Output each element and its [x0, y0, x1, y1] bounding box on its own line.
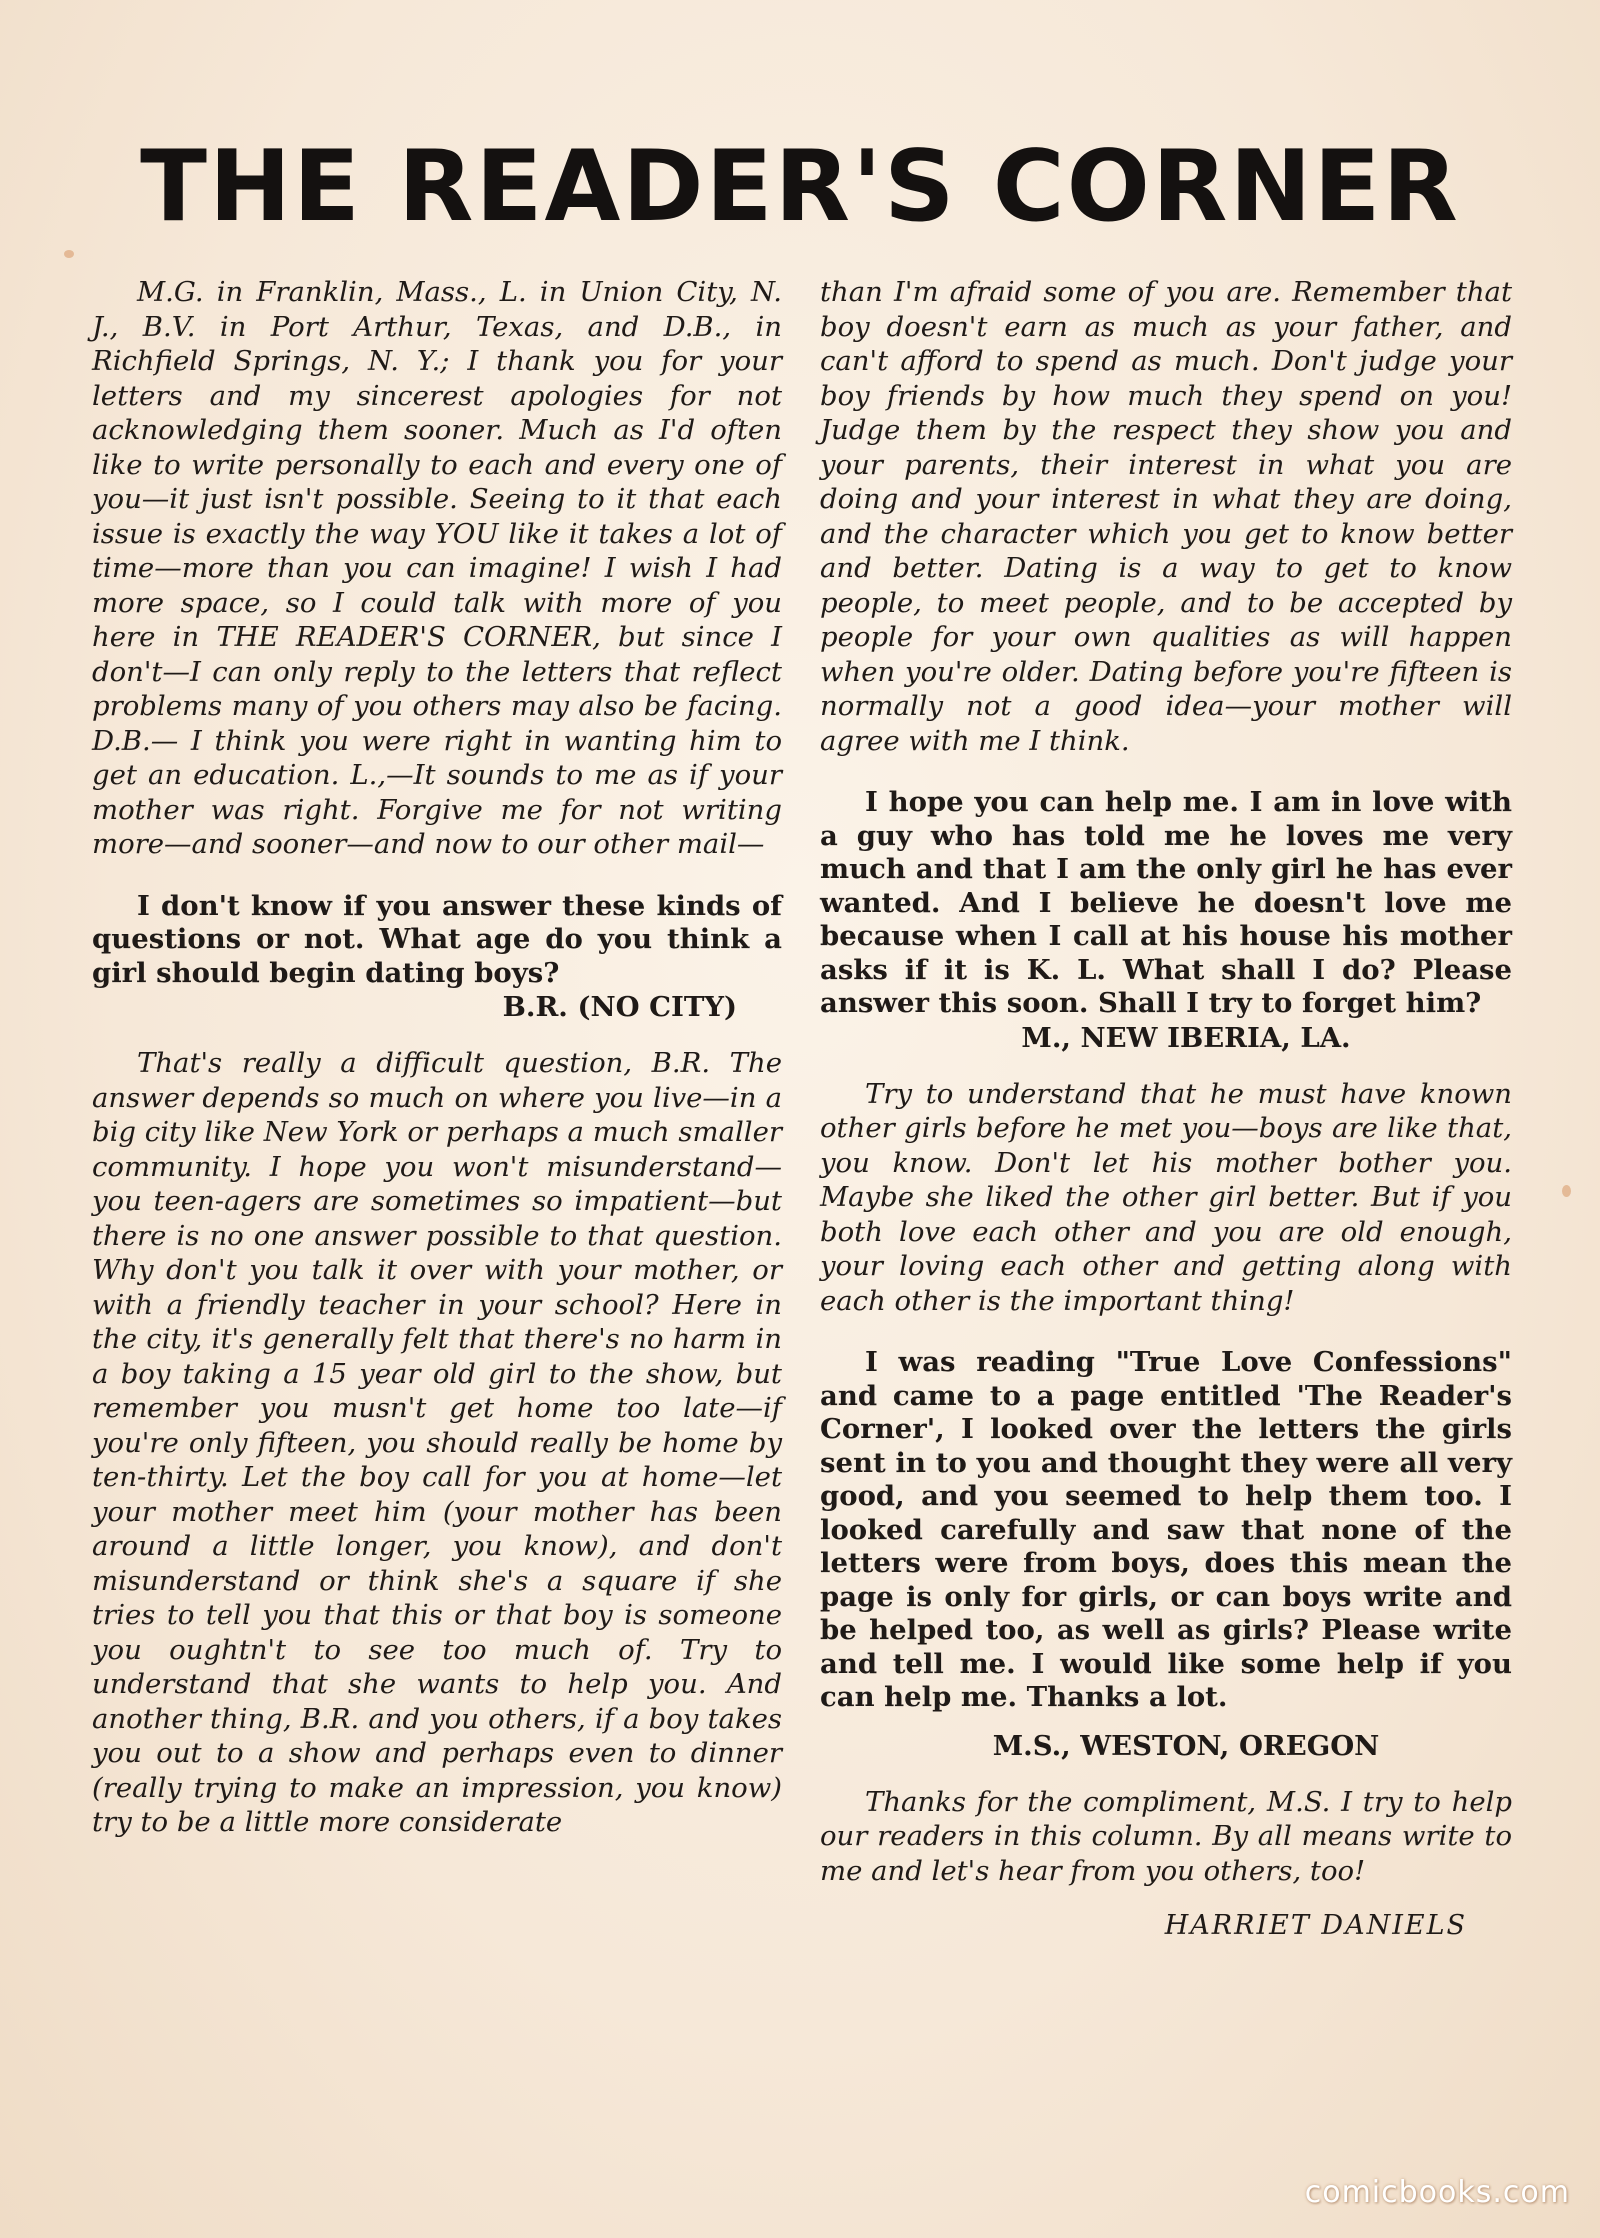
- right-column: [820, 275, 1512, 1941]
- page-title: THE READER'S CORNER: [140, 130, 1460, 244]
- ink-spot: [64, 250, 74, 258]
- author-signature: HARRIET DANIELS: [1164, 1910, 1467, 1941]
- reply-ms: Thanks for the compliment, M.S. I try to help our readers in this column. By all means write to me and let's hear from you others, too!: [820, 1785, 1512, 1887]
- reply-m: Try to understand that he must have known other girls before he met you—boys are like that, you know. Don't let his mother bother you. Maybe she liked the other girl better. But if you both love each other and you are old enough, your loving each other and getting along with each other is the important thing!: [820, 1077, 1512, 1317]
- letter-ms-signature: M.S., WESTON, OREGON: [992, 1729, 1380, 1762]
- left-column: [92, 275, 782, 1840]
- reply-br-part1: That's really a difficult question, B.R. The answer depends so much on where you live—in a big city like New York or perhaps a much smaller community. I hope you won't misunderstand—you teen-agers are sometimes so impatient—but there is no one answer possible to that question. Why don't you talk it over with your mother, or with a friendly teacher in your school? Here in the city, it's generally felt that there's no harm in a boy taking a 15 year old girl to the show, but remember you musn't get home too late—if you're only fifteen, you should really be home by ten-thirty. Let the boy call for you at home—let your mother meet him (your mother has been around a little longer, you know), and don't misunderstand or think she's a square if she tries to tell you that this or that boy is someone you oughtn't to see too much of. Try to understand that she wants to help you. And another thing, B.R. and you others, if a boy takes you out to a show and perhaps even to dinner (really trying to make an impression, you know) try to be a little more considerate: [92, 1047, 782, 1838]
- letter-br: I don't know if you answer these kinds of questions or not. What age do you think a girl should begin dating boys?: [92, 889, 782, 989]
- letter-m-signature: M., NEW IBERIA, LA.: [1021, 1021, 1351, 1054]
- reply-br-part2: than I'm afraid some of you are. Remember that boy doesn't earn as much as your father, and can't afford to spend as much. Don't judge your boy friends by how much they spend on you! Judge them by the respect they show you and your parents, their interest in what you are doing and your interest in what they are doing, and the character which you get to know better and better. Dating is a way to get to know people, to meet people, and to be accepted by people for your own qualities as will happen when you're older. Dating before you're fifteen is normally not a good idea—your mother will agree with me I think.: [820, 276, 1512, 757]
- watermark: comicbooks.com: [1304, 2175, 1570, 2210]
- letter-br-signature: B.R. (NO CITY): [502, 991, 737, 1023]
- intro-reply: M.G. in Franklin, Mass., L. in Union City, N. J., B.V. in Port Arthur, Texas, and D.B., in Richfield Springs, N. Y.; I thank you for your letters and my sincerest apologies for not acknowledging them sooner. Much as I'd often like to write personally to each and every one of you—it just isn't possible. Seeing to it that each issue is exactly the way YOU like it takes a lot of time—more than you can imagine! I wish I had more space, so I could talk with more of you here in THE READER'S CORNER, but since I don't—I can only reply to the letters that reflect problems many of you others may also be facing. D.B.— I think you were right in wanting him to get an education. L.,—It sounds to me as if your mother was right. Forgive me for not writing more—and sooner—and now to our other mail—: [92, 276, 782, 860]
- letter-m: I hope you can help me. I am in love with a guy who has told me he loves me very much and that I am the only girl he has ever wanted. And I believe he doesn't love me because when I call at his house his mother asks if it is K. L. What shall I do? Please answer this soon. Shall I try to forget him?: [820, 786, 1512, 1019]
- ink-spot: [1562, 1185, 1571, 1197]
- letter-ms: I was reading "True Love Confessions" and came to a page entitled 'The Reader's Corner', I looked over the letters the girls sent in to you and thought they were all very good, and you seemed to help them too. I looked carefully and saw that none of the letters were from boys, does this mean the page is only for girls, or can boys write and be helped too, as well as girls? Please write and tell me. I would like some help if you can help me. Thanks a lot.: [820, 1346, 1512, 1713]
